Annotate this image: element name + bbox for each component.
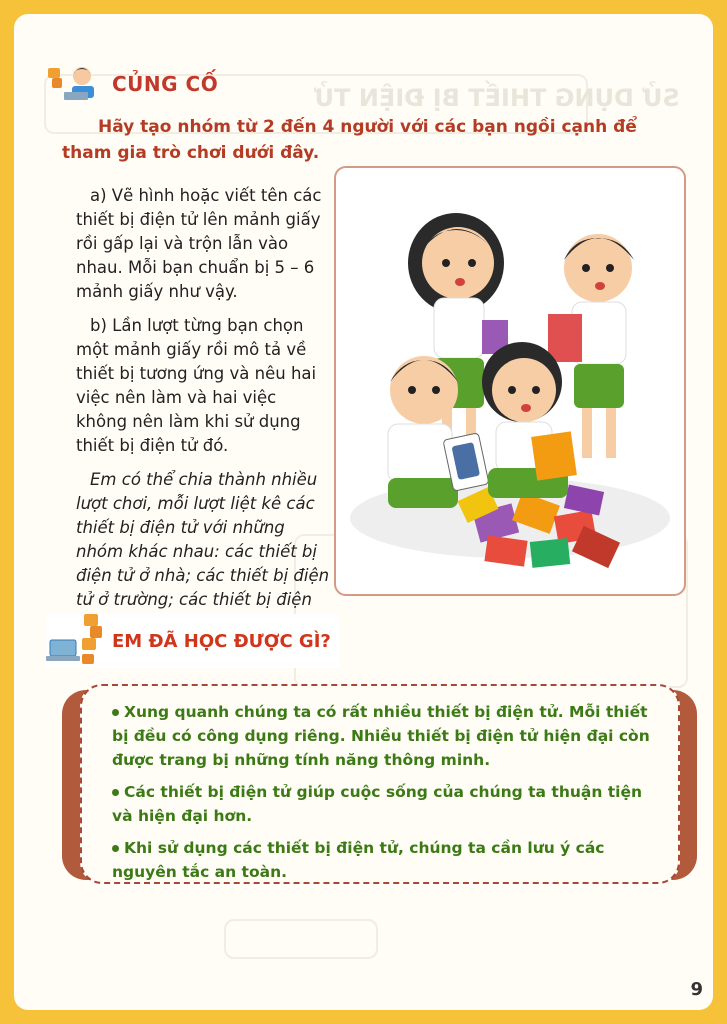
learned-header bbox=[46, 614, 339, 668]
summary-text: Xung quanh chúng ta có rất nhiều thiết bị điện tử. Mỗi thiết bị đều có công dụng riêng. Nhiều thiết bị điện tử hiện đại còn được trang bị những tính năng thông minh. bbox=[112, 703, 650, 769]
consolidate-header bbox=[48, 64, 218, 104]
summary-item bbox=[112, 836, 662, 884]
summary-text: Khi sử dụng các thiết bị điện tử, chúng ta cần lưu ý các nguyên tắc an toàn. bbox=[112, 839, 605, 881]
show-through-text: SỬ DỤNG THIẾT BỊ ĐIỆN TỬ bbox=[314, 84, 680, 112]
activity-text bbox=[76, 184, 331, 646]
summary-item bbox=[112, 780, 662, 828]
boy-standing bbox=[548, 234, 634, 458]
consolidate-title: CỦNG CỐ bbox=[112, 72, 219, 96]
children-game-illustration bbox=[334, 166, 686, 596]
summary-item bbox=[112, 700, 662, 772]
summary-text: Các thiết bị điện tử giúp cuộc sống của chúng ta thuận tiện và hiện đại hơn. bbox=[112, 783, 643, 825]
bullet-icon bbox=[112, 789, 119, 796]
learned-title: EM ĐÃ HỌC ĐƯỢC GÌ? bbox=[112, 630, 331, 652]
bullet-icon bbox=[112, 709, 119, 716]
girl-sitting bbox=[482, 342, 577, 498]
activity-step-a: a) Vẽ hình hoặc viết tên các thiết bị điện tử lên mảnh giấy rồi gấp lại và trộn lẫn vào nhau. Mỗi bạn chuẩn bị 5 – 6 mảnh giấy như vậy. bbox=[76, 186, 322, 301]
show-through-frame bbox=[224, 919, 378, 959]
bullet-icon bbox=[112, 845, 119, 852]
question-laptop-icon bbox=[46, 612, 108, 670]
activity-step-b: b) Lần lượt từng bạn chọn một mảnh giấy rồi mô tả về thiết bị tương ứng và nêu hai việc nên làm và hai việc không nên làm khi sử dụng thiết bị điện tử đó. bbox=[76, 316, 317, 455]
consolidate-intro: Hãy tạo nhóm từ 2 đến 4 người với các bạn ngồi cạnh để tham gia trò chơi dưới đây. bbox=[62, 117, 637, 163]
textbook-page bbox=[14, 14, 713, 1010]
page-number: 9 bbox=[690, 979, 703, 1000]
student-laptop-icon bbox=[48, 62, 106, 106]
summary-box bbox=[80, 684, 680, 884]
activity-note: Em có thể chia thành nhiều lượt chơi, mỗi lượt liệt kê các thiết bị điện tử với những nhóm khác nhau: các thiết bị điện tử ở nhà; các thiết bị điện tử ở trường; các thiết bị điện bbox=[76, 470, 330, 609]
